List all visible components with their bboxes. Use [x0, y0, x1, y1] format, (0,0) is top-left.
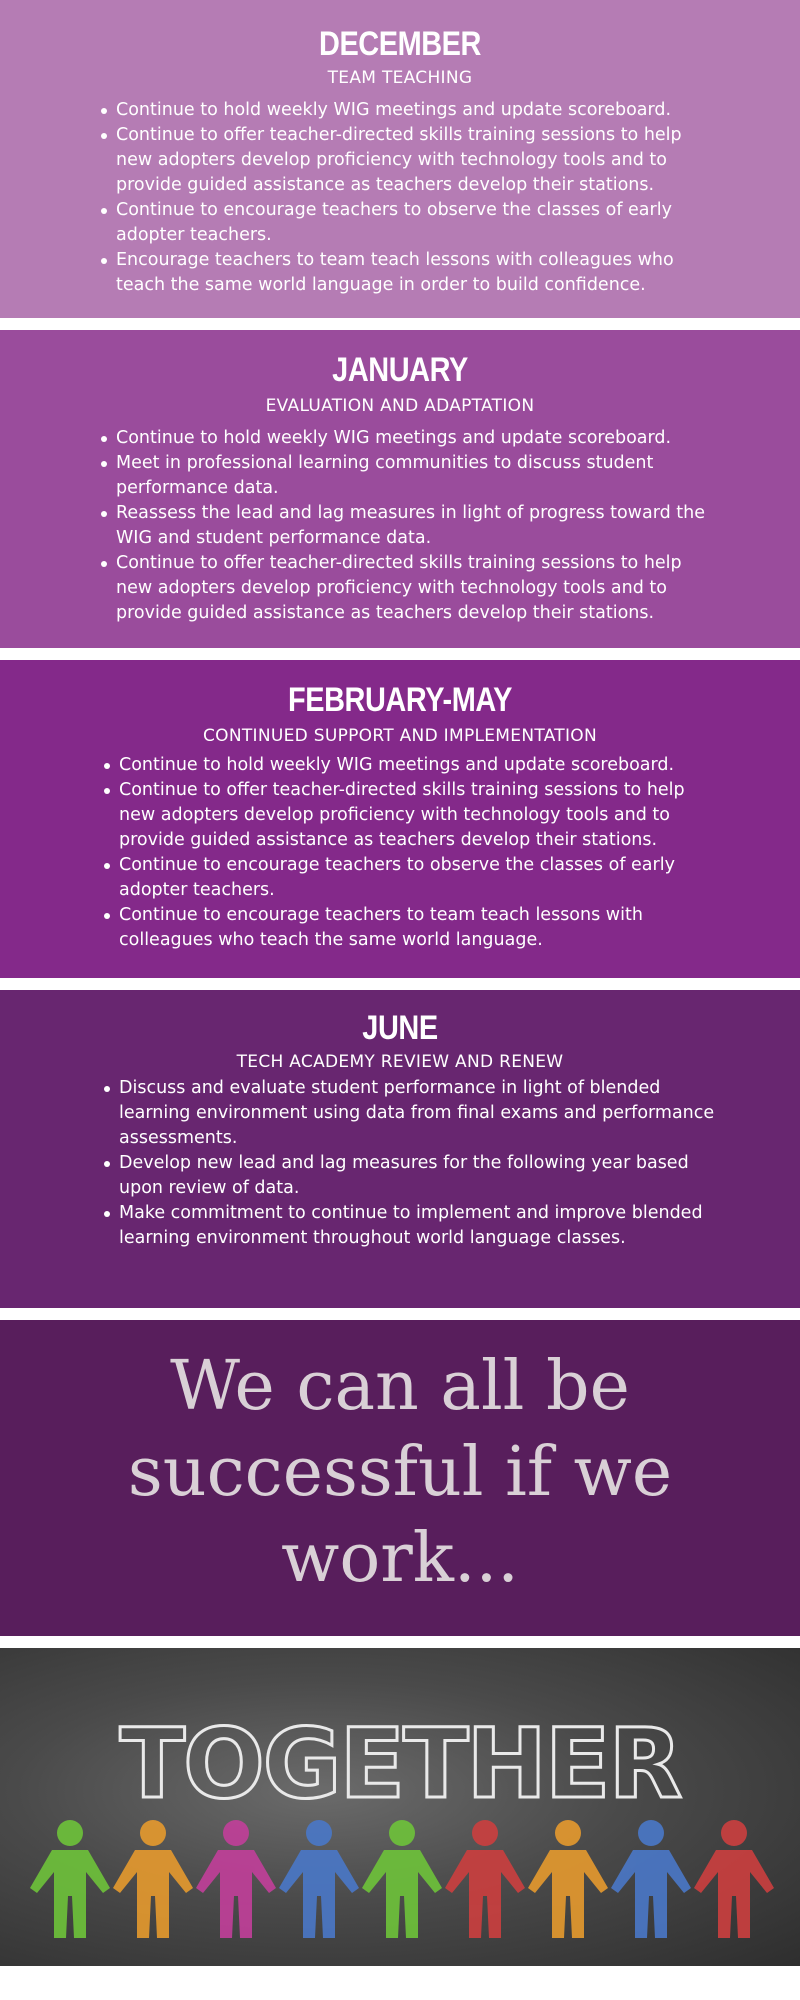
person-figure: [445, 1820, 525, 1938]
section-subtitle: EVALUATION AND ADAPTATION: [265, 396, 535, 416]
people-figures-illustration: [0, 1648, 800, 1966]
person-figure: [362, 1820, 442, 1938]
month-heading: JANUARY: [332, 351, 468, 389]
together-chalkboard-image: [0, 1648, 800, 1966]
month-heading: FEBRUARY-MAY: [287, 681, 512, 719]
person-figure: [528, 1820, 608, 1938]
list-item: Develop new lead and lag measures for the following year based upon review of data.: [119, 1151, 719, 1201]
list-item: Continue to encourage teachers to observe the classes of early adopter teachers.: [119, 853, 719, 903]
together-word: TOGETHER: [119, 1708, 681, 1820]
list-item: Reassess the lead and lag measures in light of progress toward the WIG and student performance data.: [116, 501, 716, 551]
list-item: Continue to offer teacher-directed skills training sessions to help new adopters develop proficiency with technology tools and to provide guided assistance as teachers develop their stations.: [119, 778, 719, 853]
item-list: [116, 98, 716, 298]
list-item: Continue to offer teacher-directed skills training sessions to help new adopters develop proficiency with technology tools and to provide guided assistance as teachers develop their stations.: [116, 123, 716, 198]
month-heading: DECEMBER: [318, 25, 481, 63]
list-item: Continue to hold weekly WIG meetings and update scoreboard.: [119, 753, 719, 778]
section-january: [0, 330, 800, 648]
quote-line: We can all be: [170, 1347, 630, 1426]
section-december: [0, 0, 800, 318]
list-item: Make commitment to continue to implement and improve blended learning environment throughout world language classes.: [119, 1201, 719, 1251]
list-item: Continue to hold weekly WIG meetings and update scoreboard.: [116, 426, 716, 451]
section-subtitle: CONTINUED SUPPORT AND IMPLEMENTATION: [202, 726, 598, 746]
list-item: Meet in professional learning communities to discuss student performance data.: [116, 451, 716, 501]
list-item: Discuss and evaluate student performance in light of blended learning environment using data from final exams and performance assessments.: [119, 1076, 719, 1151]
person-figure: [279, 1820, 359, 1938]
quote-text: [0, 1344, 800, 1602]
section-february-may: [0, 660, 800, 978]
person-figure: [30, 1820, 110, 1938]
quote-line: work...: [281, 1519, 519, 1598]
section-subtitle: TEAM TEACHING: [327, 68, 473, 88]
list-item: Continue to encourage teachers to team teach lessons with colleagues who teach the same world language.: [119, 903, 719, 953]
list-item: Continue to offer teacher-directed skills training sessions to help new adopters develop proficiency with technology tools and to provide guided assistance as teachers develop their stations.: [116, 551, 716, 626]
person-figure: [611, 1820, 691, 1938]
person-figure: [113, 1820, 193, 1938]
month-heading: JUNE: [362, 1009, 438, 1047]
section-subtitle: TECH ACADEMY REVIEW AND RENEW: [236, 1052, 564, 1072]
list-item: Continue to encourage teachers to observe the classes of early adopter teachers.: [116, 198, 716, 248]
quote-banner: [0, 1320, 800, 1636]
person-figure: [694, 1820, 774, 1938]
list-item: Continue to hold weekly WIG meetings and update scoreboard.: [116, 98, 716, 123]
item-list: [119, 1076, 719, 1251]
section-june: [0, 990, 800, 1308]
quote-line: successful if we: [127, 1433, 673, 1512]
item-list: [119, 753, 719, 953]
item-list: [116, 426, 716, 626]
person-figure: [196, 1820, 276, 1938]
list-item: Encourage teachers to team teach lessons with colleagues who teach the same world language in order to build confidence.: [116, 248, 716, 298]
